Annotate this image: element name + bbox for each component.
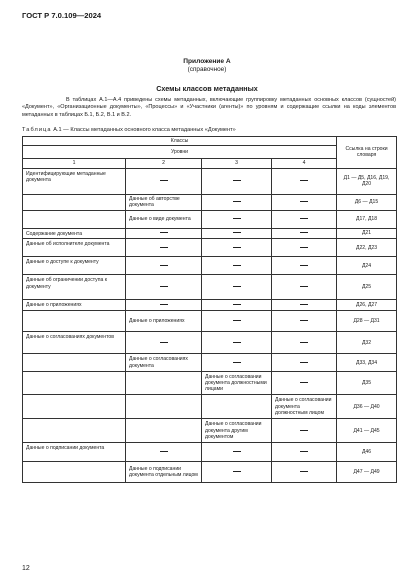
dash-mark [233, 218, 241, 219]
intro-paragraph: В таблицах А.1—А.4 приведены схемы метаданных, включающие группировку метаданных основных классов (сущностей) «Документ», «Организационные документы», «Процессы» и «Участники (агенты)» по уровням и содержащие ссылки на коды элементов метаданных в таблицах Б.1, Б.2, В.1 и В.2. [22, 97, 396, 118]
metadata-classes-table [22, 136, 397, 483]
empty-cell [23, 372, 126, 395]
ref-cell: Д35 [337, 372, 397, 395]
dash-cell [272, 311, 337, 332]
table-row [23, 462, 397, 483]
caption-label: Таблица [22, 127, 52, 133]
table-body [23, 168, 397, 482]
row-label: Данные о согласованиях документа [126, 354, 202, 372]
dash-mark [300, 247, 308, 248]
dash-cell [272, 275, 337, 300]
dash-mark [300, 304, 308, 305]
table-row [23, 372, 397, 395]
dash-mark [233, 180, 241, 181]
table-row [23, 210, 397, 228]
row-label: Данные о доступе к документу [23, 257, 126, 275]
dash-cell [272, 257, 337, 275]
dash-mark [160, 180, 168, 181]
dash-cell [202, 210, 272, 228]
table-row [23, 168, 397, 194]
col-number-2: 2 [126, 159, 202, 168]
row-label: Данные о приложениях [126, 311, 202, 332]
row-label: Данные о согласованиях документов [23, 332, 126, 354]
table-caption [22, 127, 236, 133]
dash-mark [233, 342, 241, 343]
dash-mark [300, 342, 308, 343]
dash-cell [126, 275, 202, 300]
ref-cell: Д6 — Д15 [337, 194, 397, 210]
dash-mark [300, 286, 308, 287]
table-row [23, 275, 397, 300]
dash-mark [233, 286, 241, 287]
dash-cell [126, 300, 202, 311]
dash-cell [202, 332, 272, 354]
caption-number: А.1 [53, 127, 62, 133]
table-row [23, 228, 397, 238]
row-label: Данные о согласовании документа должностными лицами [202, 372, 272, 395]
empty-cell [23, 210, 126, 228]
dash-mark [233, 471, 241, 472]
row-label: Данные об ограничении доступа к документу [23, 275, 126, 300]
table-row [23, 300, 397, 311]
dash-cell [272, 300, 337, 311]
ref-cell: Д32 [337, 332, 397, 354]
section-title: Схемы классов метаданных [156, 84, 258, 93]
empty-cell [23, 419, 126, 443]
ref-cell: Д36 — Д40 [337, 395, 397, 419]
dash-mark [300, 218, 308, 219]
dash-mark [160, 451, 168, 452]
row-label: Данные о подписании документа отдельным лицом [126, 462, 202, 483]
dash-mark [300, 430, 308, 431]
dash-cell [202, 300, 272, 311]
dash-cell [126, 168, 202, 194]
dash-cell [272, 210, 337, 228]
table-row [23, 194, 397, 210]
ref-cell: Д21 [337, 228, 397, 238]
table-row [23, 419, 397, 443]
dash-cell [272, 332, 337, 354]
row-label: Идентифицирующие метаданные документа [23, 168, 126, 194]
dash-mark [160, 342, 168, 343]
ref-cell: Д25 [337, 275, 397, 300]
levels-header: Уровни [23, 146, 337, 159]
empty-cell [126, 372, 202, 395]
dash-cell [202, 462, 272, 483]
ref-cell: Д33, Д34 [337, 354, 397, 372]
appendix-title: Приложение А [183, 58, 231, 65]
dash-mark [233, 304, 241, 305]
dash-mark [300, 471, 308, 472]
dash-cell [202, 275, 272, 300]
dash-cell [202, 443, 272, 462]
document-header: ГОСТ Р 7.0.109—2024 [22, 11, 102, 20]
dash-mark [300, 362, 308, 363]
col-number-4: 4 [272, 159, 337, 168]
row-label: Данные о подписании документа [23, 443, 126, 462]
row-label: Данные об исполнителе документа [23, 239, 126, 257]
classes-header: Классы [23, 137, 337, 146]
table-row [23, 395, 397, 419]
dash-cell [272, 372, 337, 395]
table-row [23, 443, 397, 462]
appendix-subtitle: (справочное) [187, 66, 227, 73]
dash-mark [300, 265, 308, 266]
dash-mark [233, 265, 241, 266]
header-row-classes [23, 137, 397, 146]
caption-text: — Классы метаданных основного класса метаданных «Документ» [63, 127, 236, 133]
dash-cell [272, 462, 337, 483]
ref-cell: Д46 [337, 443, 397, 462]
dash-mark [300, 232, 308, 233]
dash-mark [160, 232, 168, 233]
dash-mark [233, 362, 241, 363]
dash-mark [160, 247, 168, 248]
table-row [23, 311, 397, 332]
dash-cell [202, 168, 272, 194]
dash-cell [126, 239, 202, 257]
page-number: 12 [22, 565, 30, 572]
table-row [23, 257, 397, 275]
dash-cell [272, 168, 337, 194]
dash-mark [233, 201, 241, 202]
dash-cell [202, 194, 272, 210]
row-label: Данные о приложениях [23, 300, 126, 311]
table-row [23, 332, 397, 354]
dash-cell [126, 228, 202, 238]
empty-cell [23, 354, 126, 372]
dash-cell [272, 194, 337, 210]
ref-cell: Д24 [337, 257, 397, 275]
dash-mark [160, 265, 168, 266]
dash-mark [300, 180, 308, 181]
dash-cell [202, 239, 272, 257]
empty-cell [126, 395, 202, 419]
dash-mark [233, 247, 241, 248]
empty-cell [23, 395, 126, 419]
ref-cell: Д41 — Д45 [337, 419, 397, 443]
dash-cell [202, 354, 272, 372]
ref-header: Ссылка на строки словаря [337, 137, 397, 169]
dash-cell [272, 354, 337, 372]
dash-cell [202, 228, 272, 238]
empty-cell [23, 194, 126, 210]
dash-mark [300, 382, 308, 383]
dash-mark [160, 286, 168, 287]
dash-mark [160, 304, 168, 305]
dash-cell [202, 257, 272, 275]
dash-cell [272, 228, 337, 238]
table-row [23, 354, 397, 372]
dash-mark [300, 201, 308, 202]
dash-mark [233, 320, 241, 321]
row-label: Данные о согласовании документа другим документом [202, 419, 272, 443]
ref-cell: Д17, Д18 [337, 210, 397, 228]
dash-mark [233, 451, 241, 452]
dash-mark [233, 232, 241, 233]
col-number-3: 3 [202, 159, 272, 168]
row-label: Данные о виде документа [126, 210, 202, 228]
dash-cell [272, 239, 337, 257]
ref-cell: Д1 — Д5, Д16, Д19, Д20 [337, 168, 397, 194]
ref-cell: Д47 — Д49 [337, 462, 397, 483]
ref-cell: Д22, Д23 [337, 239, 397, 257]
table-row [23, 239, 397, 257]
dash-cell [272, 443, 337, 462]
dash-cell [126, 443, 202, 462]
dash-cell [272, 419, 337, 443]
empty-cell [126, 419, 202, 443]
ref-cell: Д28 — Д31 [337, 311, 397, 332]
row-label: Содержание документа [23, 228, 126, 238]
empty-cell [23, 462, 126, 483]
ref-cell: Д26, Д27 [337, 300, 397, 311]
row-label: Данные об авторстве документа [126, 194, 202, 210]
col-number-1: 1 [23, 159, 126, 168]
dash-cell [126, 257, 202, 275]
row-label: Данные о согласовании документа должностным лицом [272, 395, 337, 419]
dash-cell [126, 332, 202, 354]
empty-cell [202, 395, 272, 419]
dash-mark [300, 451, 308, 452]
empty-cell [23, 311, 126, 332]
dash-cell [202, 311, 272, 332]
dash-mark [300, 320, 308, 321]
